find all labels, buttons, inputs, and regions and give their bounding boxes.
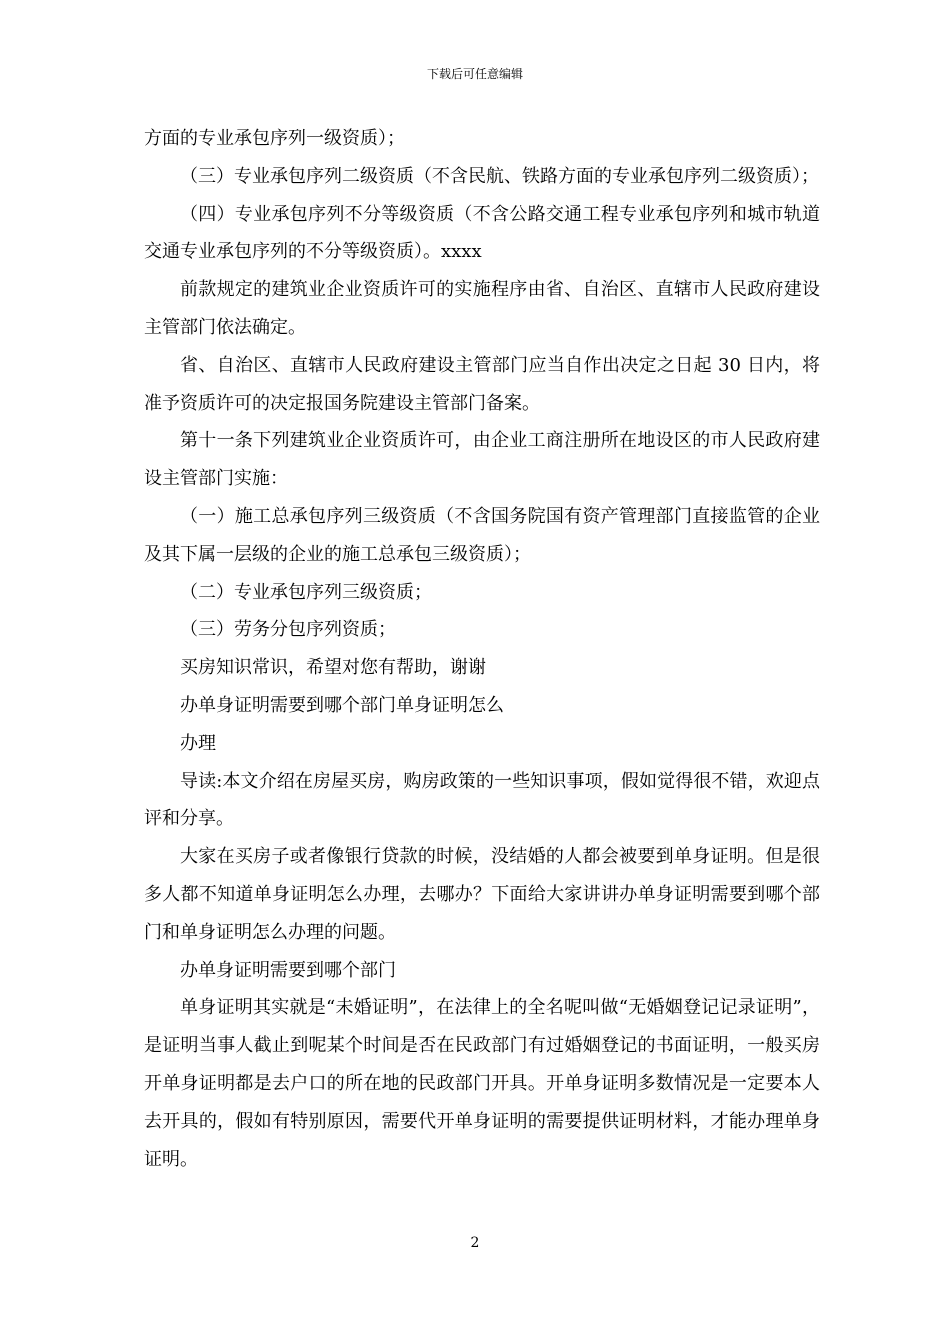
paragraph: 第十一条下列建筑业企业资质许可，由企业工商注册所在地设区的市人民政府建设主管部门实施： (144, 430, 820, 490)
paragraph: （四）专业承包序列不分等级资质（不含公路交通工程专业承包序列和城市轨道交通专业承包序列的不分等级资质）。xxxx (144, 203, 820, 263)
paragraph: 方面的专业承包序列一级资质）； (144, 128, 405, 149)
page-number: 2 (470, 1235, 480, 1251)
paragraph: （三）劳务分包序列资质； (180, 619, 396, 641)
paragraph: （三）专业承包序列二级资质（不含民航、铁路方面的专业承包序列二级资质）； (180, 165, 819, 187)
paragraph: 导读:本文介绍在房屋买房，购房政策的一些知识事项，假如觉得很不错，欢迎点评和分享。 (144, 770, 820, 830)
paragraph: 买房知识常识，希望对您有帮助，谢谢 (180, 657, 486, 679)
page-header: 下载后可任意编辑 (426, 67, 523, 81)
section-heading: 办单身证明需要到哪个部门单身证明怎么 (180, 694, 504, 716)
paragraph: 大家在买房子或者像银行贷款的时候，没结婚的人都会被要到单身证明。但是很多人都不知道单身证明怎么办理，去哪办？下面给大家讲讲办单身证明需要到哪个部门和单身证明怎么办理的问题。 (144, 846, 820, 943)
subheading: 办单身证明需要到哪个部门 (180, 959, 396, 981)
paragraph: （一）施工总承包序列三级资质（不含国务院国有资产管理部门直接监管的企业及其下属一层级的企业的施工总承包三级资质）； (144, 505, 820, 565)
paragraph: （二）专业承包序列三级资质； (180, 581, 432, 603)
paragraph: 单身证明其实就是“未婚证明”，在法律上的全名呢叫做“无婚姻登记记录证明”，是证明当事人截止到呢某个时间是否在民政部门有过婚姻登记的书面证明，一般买房开单身证明都是去户口的所在地的民政部门开具。开单身证明多数情况是一定要本人去开具的，假如有特别原因，需要代开单身证明的需要提供证明材料，才能办理单身证明。 (144, 997, 820, 1170)
section-heading: 办理 (180, 732, 216, 754)
paragraph: 省、自治区、直辖市人民政府建设主管部门应当自作出决定之日起 30 日内，将准予资质许可的决定报国务院建设主管部门备案。 (144, 354, 820, 414)
paragraph: 前款规定的建筑业企业资质许可的实施程序由省、自治区、直辖市人民政府建设主管部门依法确定。 (144, 279, 820, 338)
document-body (144, 120, 820, 1178)
